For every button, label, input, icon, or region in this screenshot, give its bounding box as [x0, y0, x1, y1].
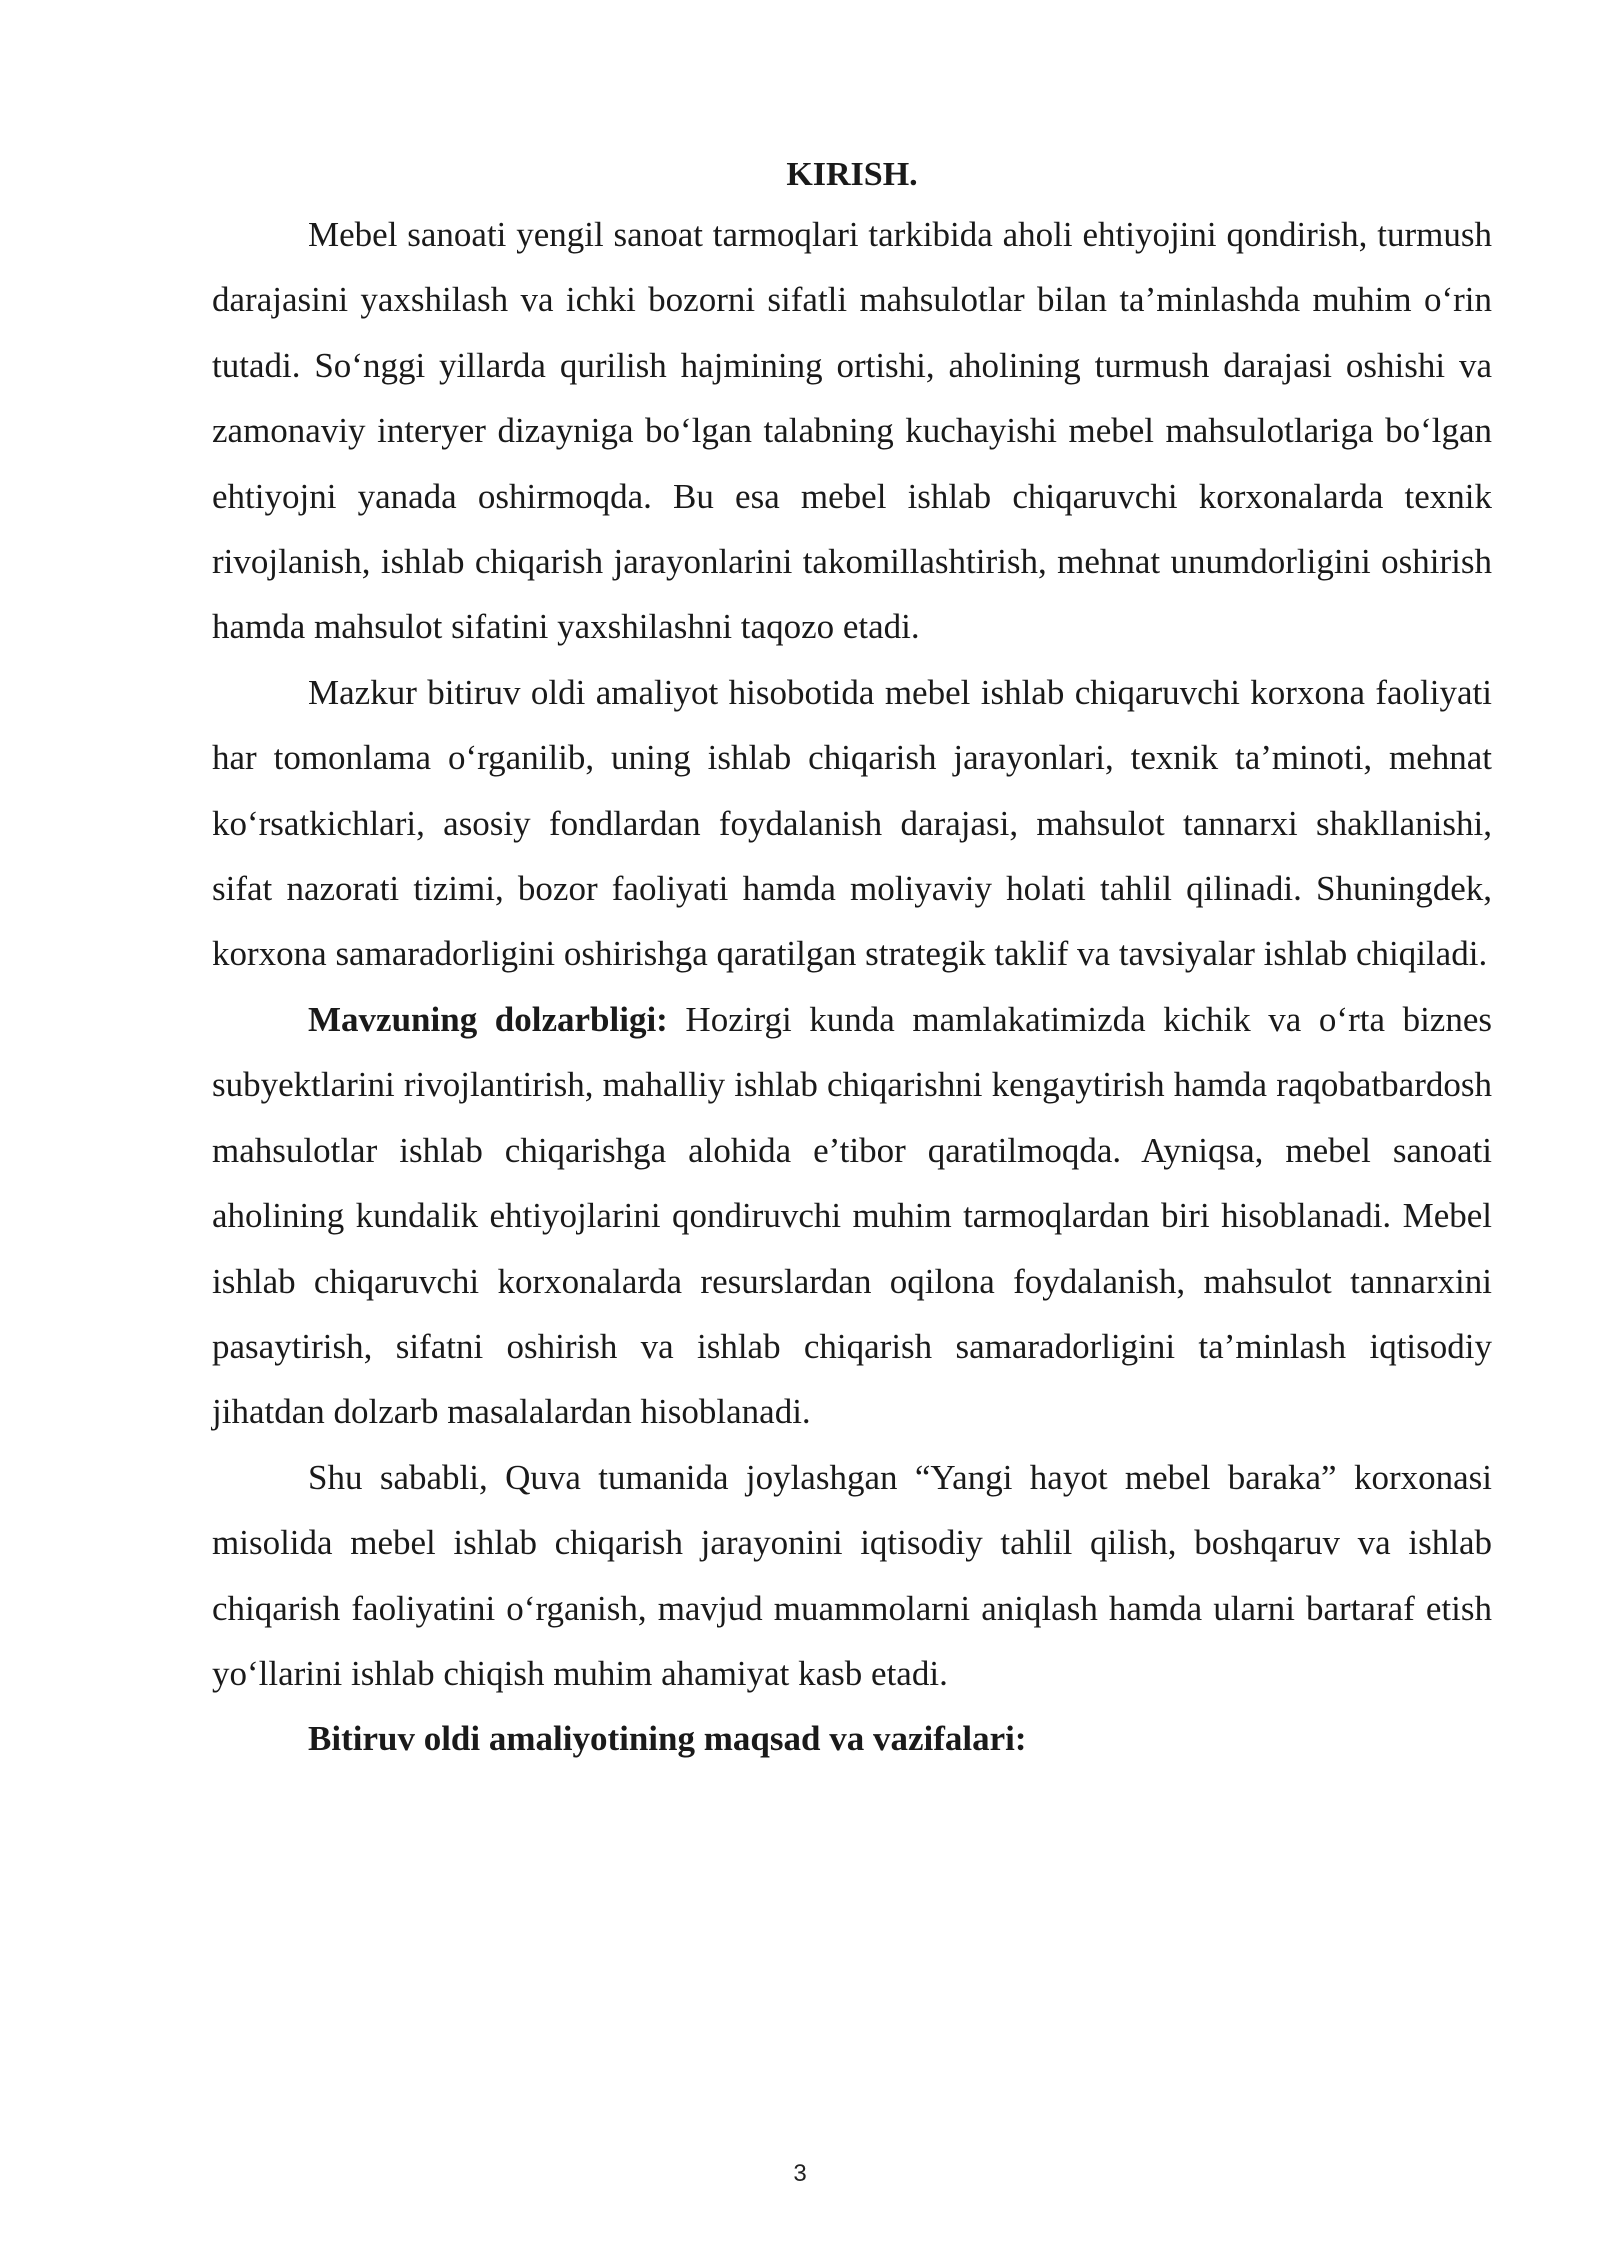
intro-paragraph-2: Mazkur bitiruv oldi amaliyot hisobotida mebel ishlab chiqaruvchi korxona faoliyati har tomonlama o‘rganilib, uning ishlab chiqarish jarayonlari, texnik ta’minoti, mehnat ko‘rsatkichlari, asosiy fondlardan foydalanish darajasi, mahsulot tannarxi shakllanishi, sifat nazorati tizimi, bozor faoliyati hamda moliyaviy holati tahlil qilinadi. Shuningdek, korxona samaradorligini oshirishga qaratilgan strategik taklif va tavsiyalar ishlab chiqiladi. — [212, 672, 1492, 974]
relevance-paragraph — [212, 987, 1492, 1445]
page-number: 3 — [793, 2160, 807, 2187]
relevance-text: Hozirgi kunda mamlakatimizda kichik va o‘rta biznes subyektlarini rivojlantirish, mahalliy ishlab chiqarishni kengaytirish hamda raqobatbardosh mahsulotlar ishlab chiqarishga alohida e’tibor qaratilmoqda. Ayniqsa, mebel sanoati aholining kundalik ehtiyojlarini qondiruvchi muhim tarmoqlardan biri hisoblanadi. Mebel ishlab chiqaruvchi korxonalarda resurslardan oqilona foydalanish, mahsulot tannarxini pasaytirish, sifatni oshirish va ishlab chiqarish samaradorligini ta’minlash iqtisodiy jihatdan dolzarb masalalardan hisoblanadi. — [212, 999, 1492, 1432]
intro-paragraph-1: Mebel sanoati yengil sanoat tarmoqlari tarkibida aholi ehtiyojini qondirish, turmush darajasini yaxshilash va ichki bozorni sifatli mahsulotlar bilan ta’minlashda muhim o‘rin tutadi. So‘nggi yillarda qurilish hajmining ortishi, aholining turmush darajasi oshishi va zamonaviy interyer dizayniga bo‘lgan talabning kuchayishi mebel mahsulotlariga bo‘lgan ehtiyojni yanada oshirmoqda. Bu esa mebel ishlab chiqaruvchi korxonalarda texnik rivojlanish, ishlab chiqarish jarayonlarini takomillashtirish, mehnat unumdorligini oshirish hamda mahsulot sifatini yaxshilashni taqozo etadi. — [212, 215, 1492, 647]
closing-paragraph: Shu sababli, Quva tumanida joylashgan “Yangi hayot mebel baraka” korxonasi misolida mebel ishlab chiqarish jarayonini iqtisodiy tahlil qilish, boshqaruv va ishlab chiqarish faoliyatini o‘rganish, mavjud muammolarni aniqlash hamda ularni bartaraf etish yo‘llarini ishlab chiqish muhim ahamiyat kasb etadi. — [212, 1457, 1492, 1693]
relevance-label: Mavzuning dolzarbligi: — [308, 999, 668, 1039]
section-heading: Bitiruv oldi amaliyotining maqsad va vazifalari: — [308, 1719, 1027, 1759]
page-title: KIRISH. — [786, 156, 918, 193]
document-page — [212, 150, 1492, 1772]
